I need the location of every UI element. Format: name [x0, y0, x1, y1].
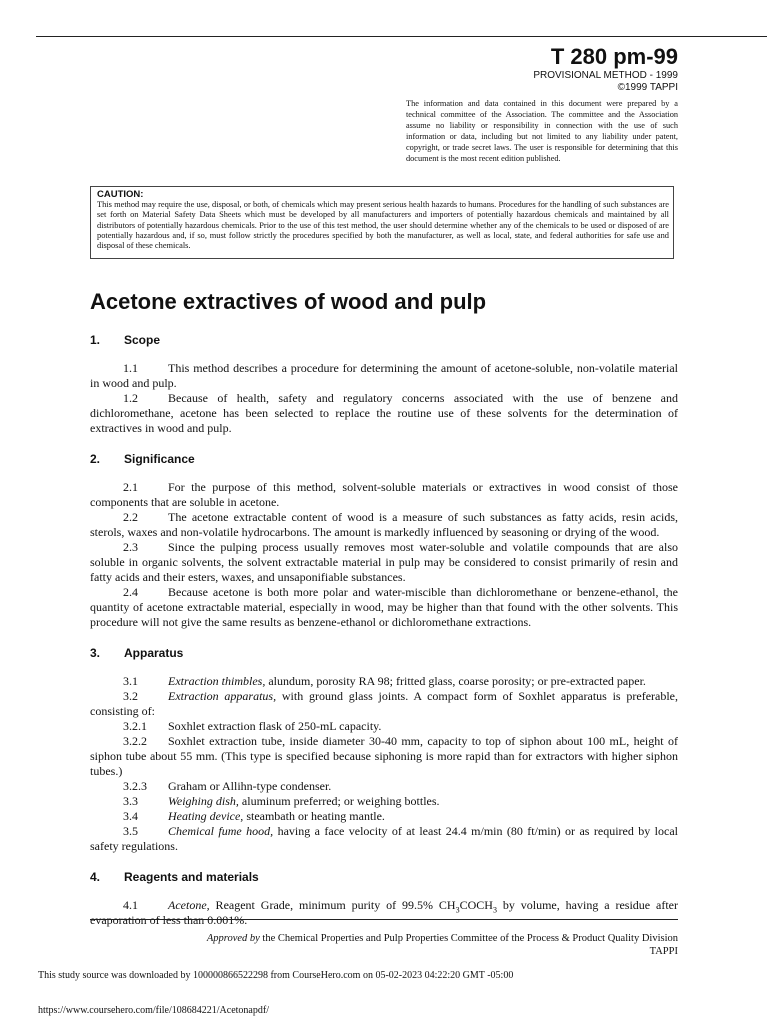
item-4-1: 4.1 Acetone, Reagent Grade, minimum purity of 99.5% $CH_3COCH_3$ by volume, having a residue after evaporation of less than 0.001%. — [90, 898, 678, 927]
paragraph-1-2: 1.2 Because of health, safety and regulatory concerns associated with the use of benzene and dichloromethane, acetone has been selected to replace the routine use of these solvents for the determination of extractives in wood and pulp. — [90, 391, 678, 435]
item-3-4: 3.4 Heating device, steambath or heating mantle. — [123, 809, 385, 823]
page-title: Acetone extractives of wood and pulp — [90, 289, 487, 314]
section-heading-reagents: 4. Reagents and materials — [90, 870, 259, 884]
paragraph-2-3: 2.3 Since the pulping process usually removes most water-soluble and volatile compounds that are also soluble in organic solvents, the solvent extractable material in pulp may be considered to consist primarily of resin and fatty acids and their esters, waxes, and unsaponifiable substances. — [90, 540, 678, 584]
method-status: PROVISIONAL METHOD - 1999 — [533, 70, 678, 81]
disclaimer: The information and data contained in this document were prepared by a technical committee of the Association. The committee and the Association assume no liability or responsibility in connection with the use of such information or data, including but not limited to any liability under patent, copyright, or trade secret laws. The user is responsible for determining that this document is the most recent edition published. — [406, 99, 678, 163]
footer-rule — [90, 919, 678, 920]
paragraph-1-1: 1.1 This method describes a procedure for determining the amount of acetone-soluble, non-volatile material in wood and pulp. — [90, 361, 678, 390]
method-code: T 280 pm-99 — [550, 44, 678, 69]
approval-note: Approved by the Chemical Properties and Pulp Properties Committee of the Process & Product Quality Division TAPPI — [206, 933, 678, 957]
caution-title: CAUTION: — [97, 189, 144, 200]
download-notice: This study source was downloaded by 100000866522298 from CourseHero.com on 05-02-2023 04:22:20 GMT -05:00 — [38, 970, 514, 981]
caution-box — [90, 186, 674, 259]
paragraph-2-4: 2.4 Because acetone is both more polar and water-miscible than dichloromethane or benzene-ethanol, the quantity of acetone extractable material, especially in wood, may be higher than that found with the other solvents. This procedure will not give the same results as benzene-ethanol or dichloromethane extractions. — [90, 585, 678, 629]
paragraph-2-1: 2.1 For the purpose of this method, solvent-soluble materials or extractives in wood consist of those components that are soluble in acetone. — [90, 480, 678, 509]
item-3-2-1: 3.2.1 Soxhlet extraction flask of 250-mL capacity. — [123, 719, 382, 733]
section-heading-scope: 1. Scope — [90, 333, 161, 347]
item-3-2: 3.2 Extraction apparatus, with ground glass joints. A compact form of Soxhlet apparatus is preferable, consisting of: — [90, 689, 679, 718]
document-body — [90, 330, 678, 928]
item-3-3: 3.3 Weighing dish, aluminum preferred; or weighing bottles. — [123, 794, 440, 808]
item-3-1: 3.1 Extraction thimbles, alundum, porosity RA 98; fritted glass, coarse porosity; or pre-extracted paper. — [123, 674, 646, 688]
item-3-2-3: 3.2.3 Graham or Allihn-type condenser. — [123, 779, 332, 793]
section-heading-apparatus: 3. Apparatus — [90, 646, 184, 660]
section-heading-significance: 2. Significance — [90, 452, 195, 466]
item-3-5: 3.5 Chemical fume hood, having a face velocity of at least 24.4 m/min (80 ft/min) or as required by local safety regulations. — [90, 824, 678, 853]
item-3-2-2: 3.2.2 Soxhlet extraction tube, inside diameter 30-40 mm, capacity to top of siphon about 100 mL, height of siphon tube about 55 mm. (This type is specified because siphoning is more rapid than for extractors with higher siphon tubes.) — [90, 734, 678, 778]
copyright: ©1999 TAPPI — [617, 82, 678, 93]
source-url-link[interactable]: https://www.coursehero.com/file/108684221/Acetonapdf/ — [38, 1005, 269, 1016]
document-header — [533, 44, 678, 94]
organization: TAPPI — [649, 946, 678, 957]
top-rule — [36, 36, 767, 37]
paragraph-2-2: 2.2 The acetone extractable content of wood is a measure of such substances as fatty acids, resin acids, sterols, waxes and non-volatile hydrocarbons. The amount is markedly influenced by seasoning or drying of the wood. — [90, 510, 678, 539]
caution-text: This method may require the use, disposal, or both, of chemicals which may present serious health hazards to humans. Procedures for the handling of such substances are set forth on Material Safety Data Sheets which must be developed by all manufacturers and importers of potentially hazardous chemicals and maintained by all distributors of potentially hazardous chemicals. Prior to the use of this test method, the user should determine whether any of the chemicals to be used or disposed of are potentially hazardous and, if so, must follow strictly the procedures specified by both the manufacturer, as well as local, state, and federal authorities for safe use and disposal of these chemicals. — [97, 200, 669, 251]
